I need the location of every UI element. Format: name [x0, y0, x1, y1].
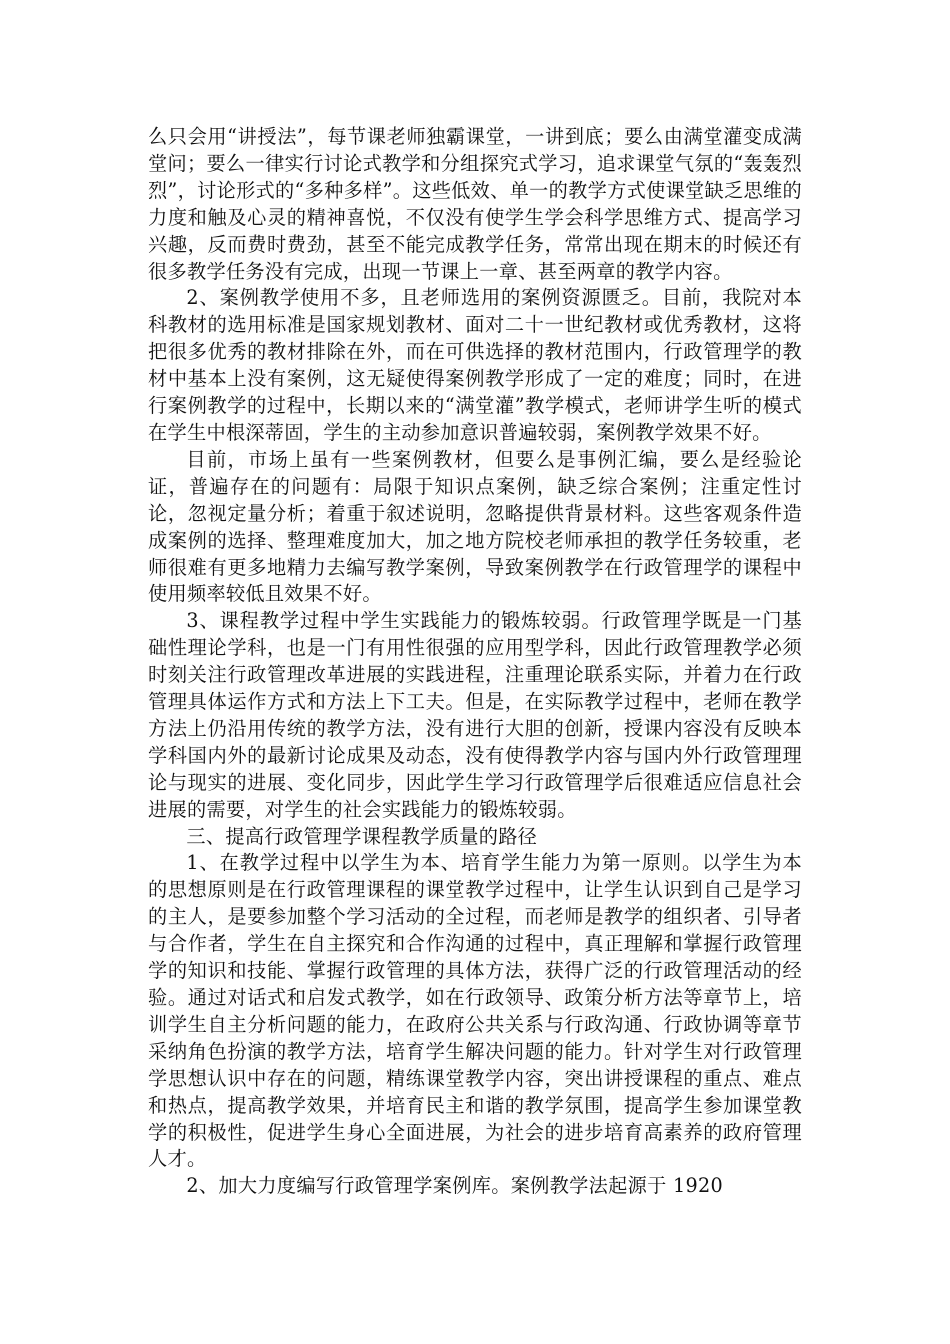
paragraph-4: 3、课程教学过程中学生实践能力的锻炼较弱。行政管理学既是一门基础性理论学科，也是一门有用性很强的应用型学科，因此行政管理教学必须时刻关注行政管理改革进展的实践进程，注重理论联系实际，并着力在行政管理具体运作方式和方法上下工夫。但是，在实际教学过程中，老师在教学方法上仍沿用传统的教学方法，没有进行大胆的创新，授课内容没有反映本学科国内外的最新讨论成果及动态，没有使得教学内容与国内外行政管理理论与现实的进展、变化同步，因此学生学习行政管理学后很难适应信息社会进展的需要，对学生的社会实践能力的锻炼较弱。 [148, 609, 802, 821]
paragraph-3: 目前，市场上虽有一些案例教材，但要么是事例汇编，要么是经验论证，普遍存在的问题有：局限于知识点案例，缺乏综合案例；注重定性讨论，忽视定量分析；着重于叙述说明，忽略提供背景材料。这些客观条件造成案例的选择、整理难度加大，加之地方院校老师承担的教学任务较重，老师很难有更多地精力去编写教学案例，导致案例教学在行政管理学的课程中使用频率较低且效果不好。 [148, 447, 802, 606]
section-heading: 三、提高行政管理学课程教学质量的路径 [186, 824, 538, 848]
paragraph-5: 1、在教学过程中以学生为本、培育学生能力为第一原则。以学生为本的思想原则是在行政管理课程的课堂教学过程中，让学生认识到自己是学习的主人，是要参加整个学习活动的全过程，而老师是教学的组织者、引导者与合作者，学生在自主探究和合作沟通的过程中，真正理解和掌握行政管理学的知识和技能、掌握行政管理的具体方法，获得广泛的行政管理活动的经验。通过对话式和启发式教学，如在行政领导、政策分析方法等章节上，培训学生自主分析问题的能力，在政府公共关系与行政沟通、行政协调等章节采纳角色扮演的教学方法，培育学生解决问题的能力。针对学生对行政管理学思想认识中存在的问题，精练课堂教学内容，突出讲授课程的重点、难点和热点，提高教学效果，并培育民主和谐的教学氛围，提高学生参加课堂教学的积极性，促进学生身心全面进展，为社会的进步培育高素养的政府管理人才。 [148, 851, 802, 1171]
paragraph-6: 2、加大力度编写行政管理学案例库。案例教学法起源于 1920 [186, 1174, 724, 1198]
paragraph-1: 么只会用“讲授法”，每节课老师独霸课堂，一讲到底；要么由满堂灌变成满堂问；要么一律实行讨论式教学和分组探究式学习，追求课堂气氛的“轰轰烈烈”，讨论形式的“多种多样”。这些低效、单一的教学方式使课堂缺乏思维的力度和触及心灵的精神喜悦，不仅没有使学生学会科学思维方式、提高学习兴趣，反而费时费劲，甚至不能完成教学任务，常常出现在期末的时候还有很多教学任务没有完成，出现一节课上一章、甚至两章的教学内容。 [148, 125, 802, 283]
paragraph-2: 2、案例教学使用不多，且老师选用的案例资源匮乏。目前，我院对本科教材的选用标准是国家规划教材、面对二十一世纪教材或优秀教材，这将把很多优秀的教材排除在外，而在可供选择的教材范围内，行政管理学的教材中基本上没有案例，这无疑使得案例教学形成了一定的难度；同时，在进行案例教学的过程中，长期以来的“满堂灌”教学模式，老师讲学生听的模式在学生中根深蒂固，学生的主动参加意识普遍较弱，案例教学效果不好。 [148, 286, 802, 444]
document-body [148, 124, 802, 1200]
